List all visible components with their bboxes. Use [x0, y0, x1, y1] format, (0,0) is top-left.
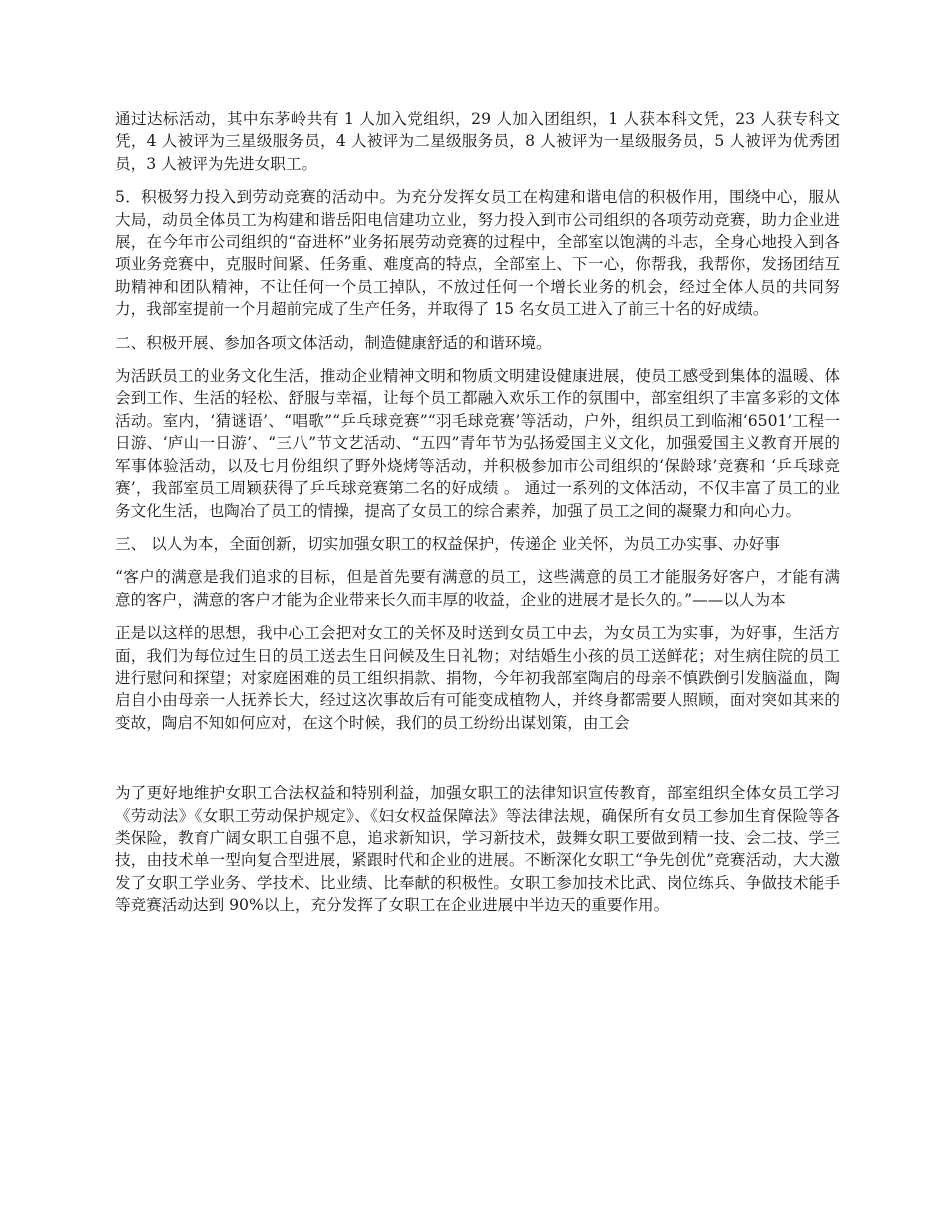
- paragraph-achievements: 通过达标活动，其中东茅岭共有 1 人加入党组织，29 人加入团组织，1 人获本科文凭，23 人获专科文凭，4 人被评为三星级服务员，4 人被评为二星级服务员，8 人被评为一星级服务员，5 人被评为优秀团员，3 人被评为先进女职工。: [115, 110, 840, 173]
- paragraph-legal-education: 为了更好地维护女职工合法权益和特别利益，加强女职工的法律知识宣传教育，部室组织全体女员工学习《劳动法》《女职工劳动保护规定》、《妇女权益保障法》等法律法规，确保所有女员工参加生育保险等各类保险，教育广阔女职工自强不息，追求新知识，学习新技术，鼓舞女职工要做到精一技、会二技、学三技，由技术单一型向复合型进展，紧跟时代和企业的进展。不断深化女职工“争先创优”竞赛活动，大大激发了女职工学业务、学技术、比业绩、比奉献的积极性。女职工参加技术比武、岗位练兵、争做技术能手等竞赛活动达到 90%以上，充分发挥了女职工在企业进展中半边天的重要作用。: [115, 784, 840, 915]
- paragraph-labor-competition: 5．积极努力投入到劳动竞赛的活动中。为充分发挥女员工在构建和谐电信的积极作用，围绕中心，服从大局，动员全体员工为构建和谐岳阳电信建功立业，努力投入到市公司组织的各项劳动竞赛，助力企业进展，在今年市公司组织的“奋进杯”业务拓展劳动竞赛的过程中，全部室以饱满的斗志，全身心地投入到各项业务竞赛中，克服时间紧、任务重、难度高的特点，全部室上、下一心，你帮我，我帮你，发扬团结互助精神和团队精神，不让任何一个员工掉队，不放过任何一个增长业务的机会，经过全体人员的共同努力，我部室提前一个月超前完成了生产任务，并取得了 15 名女员工进入了前三十名的好成绩。: [115, 188, 840, 319]
- paragraph-spacer: [115, 745, 840, 782]
- section-heading-rights-protection: 三、 以人为本，全面创新，切实加强女职工的权益保护，传递企 业关怀，为员工办实事、办好事: [115, 534, 780, 553]
- paragraph-cultural-activities: 为活跃员工的业务文化生活，推动企业精神文明和物质文明建设健康进展，使员工感受到集体的温暖、体会到工作、生活的轻松、舒服与幸福，让每个员工都融入欢乐工作的氛围中，部室组织了丰富多彩的文体活动。室内，‘猜谜语’、“唱歌”“乒乓球竞赛”“羽毛球竞赛’等活动，户外，组织员工到临湘‘6501’工程一日游、‘庐山一日游’、“三八”节文艺活动、“五四”青年节为弘扬爱国主义文化，加强爱国主义教育开展的军事体验活动，以及七月份组织了野外烧烤等活动，并积极参加市公司组织的‘保龄球’竞赛和 ‘乒乓球竞赛’，我部室员工周颖获得了乒乓球竞赛第二名的好成绩 。 通过一系列的文体活动，不仅丰富了员工的业务文化生活，也陶冶了员工的情操，提高了女员工的综合素养，加强了员工之间的凝聚力和向心力。: [115, 367, 840, 520]
- paragraph-care: 正是以这样的思想，我中心工会把对女工的关怀及时送到女员工中去，为女员工为实事，为好事，生活方面，我们为每位过生日的员工送去生日问候及生日礼物；对结婚生小孩的员工送鲜花；对生病住院的员工进行慰问和探望；对家庭困难的员工组织捐款、捐物，今年初我部室陶启的母亲不慎跌倒引发脑溢血，陶启自小由母亲一人抚养长大，经过这次事故后有可能变成植物人，并终身都需要人照顾，面对突如其来的变故，陶启不知如何应对，在这个时候，我们的员工纷纷出谋划策，由工会: [115, 624, 840, 732]
- document-page: [115, 108, 840, 928]
- paragraph-quote: “客户的满意是我们追求的目标，但是首先要有满意的员工，这些满意的员工才能服务好客户，才能有满意的客户，满意的客户才能为企业带来长久而丰厚的收益，企业的进展才是长久的。”——以人为本: [115, 568, 840, 609]
- section-heading-cultural-activities: 二、积极开展、参加各项文体活动，制造健康舒适的和谐环境。: [115, 333, 552, 352]
